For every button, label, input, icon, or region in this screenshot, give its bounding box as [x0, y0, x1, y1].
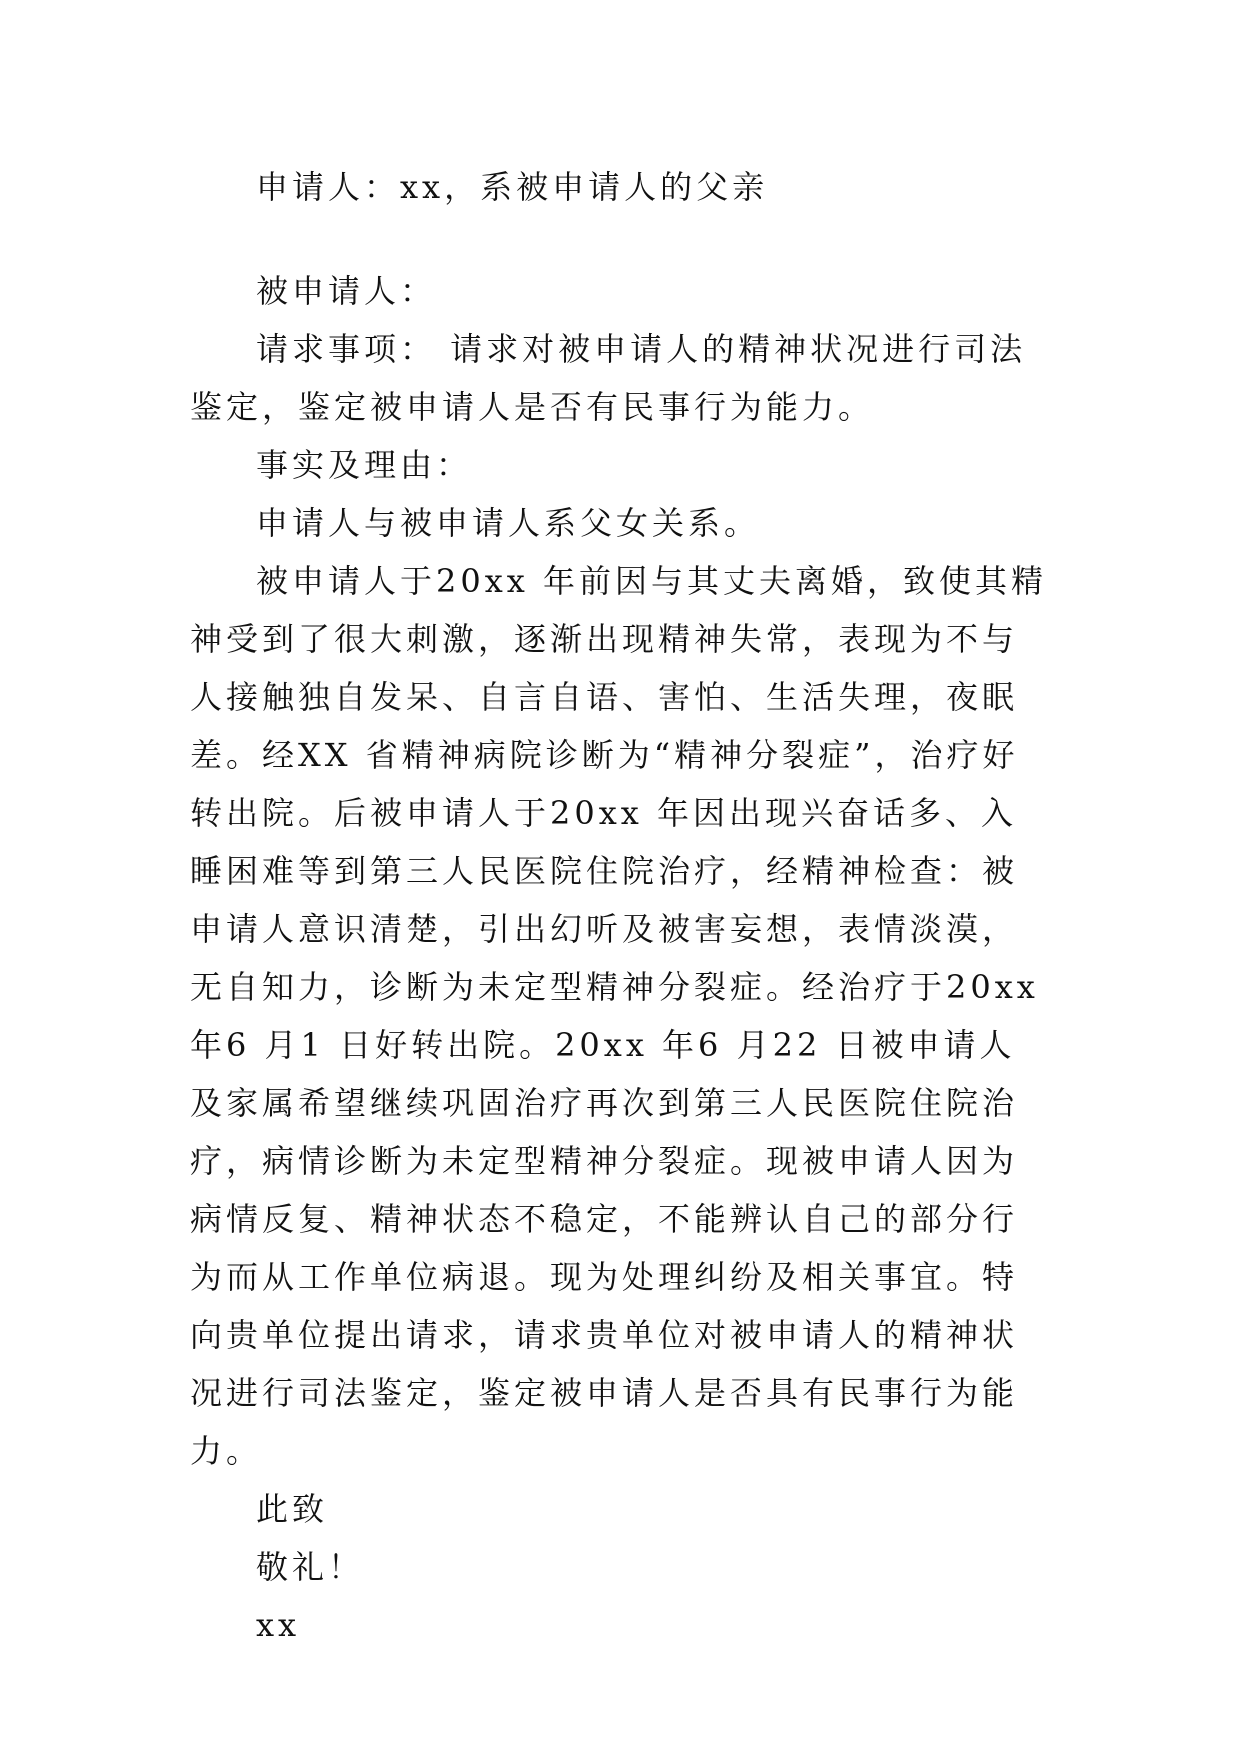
request-paragraph: 请求事项： 请求对被申请人的精神状况进行司法鉴定，鉴定被申请人是否有民事行为能力。 — [190, 330, 1027, 426]
document-content — [190, 158, 1050, 1654]
closing-line-2: 敬礼！ — [256, 1548, 365, 1586]
relationship-line: 申请人与被申请人系父女关系。 — [256, 504, 761, 542]
respondent-line: 被申请人： — [256, 272, 437, 310]
facts-heading: 事实及理由： — [256, 446, 473, 484]
closing-line-1: 此致 — [256, 1490, 329, 1528]
applicant-line: 申请人：xx，系被申请人的父亲 — [256, 168, 769, 206]
facts-paragraph: 被申请人于20xx 年前因与其丈夫离婚，致使其精神受到了很大刺激，逐渐出现精神失常，表现为不与人接触独自发呆、自言自语、害怕、生活失理，夜眠差。经XX 省精神病院诊断为“精神分裂症”，治疗好转出院。后被申请人于20xx 年因出现兴奋话多、入睡困难等到第三人民医院住院治疗，经精神检查：被申请人意识清楚，引出幻听及被害妄想，表情淡漠，无自知力，诊断为未定型精神分裂症。经治疗于20xx 年6 月1 日好转出院。20xx 年6 月22 日被申请人及家属希望继续巩固治疗再次到第三人民医院住院治疗，病情诊断为未定型精神分裂症。现被申请人因为病情反复、精神状态不稳定，不能辨认自己的部分行为而从工作单位病退。现为处理纠纷及相关事宜。特向贵单位提出请求，请求贵单位对被申请人的精神状况进行司法鉴定，鉴定被申请人是否具有民事行为能力。 — [190, 562, 1047, 1470]
signature-line: xx — [256, 1606, 301, 1644]
